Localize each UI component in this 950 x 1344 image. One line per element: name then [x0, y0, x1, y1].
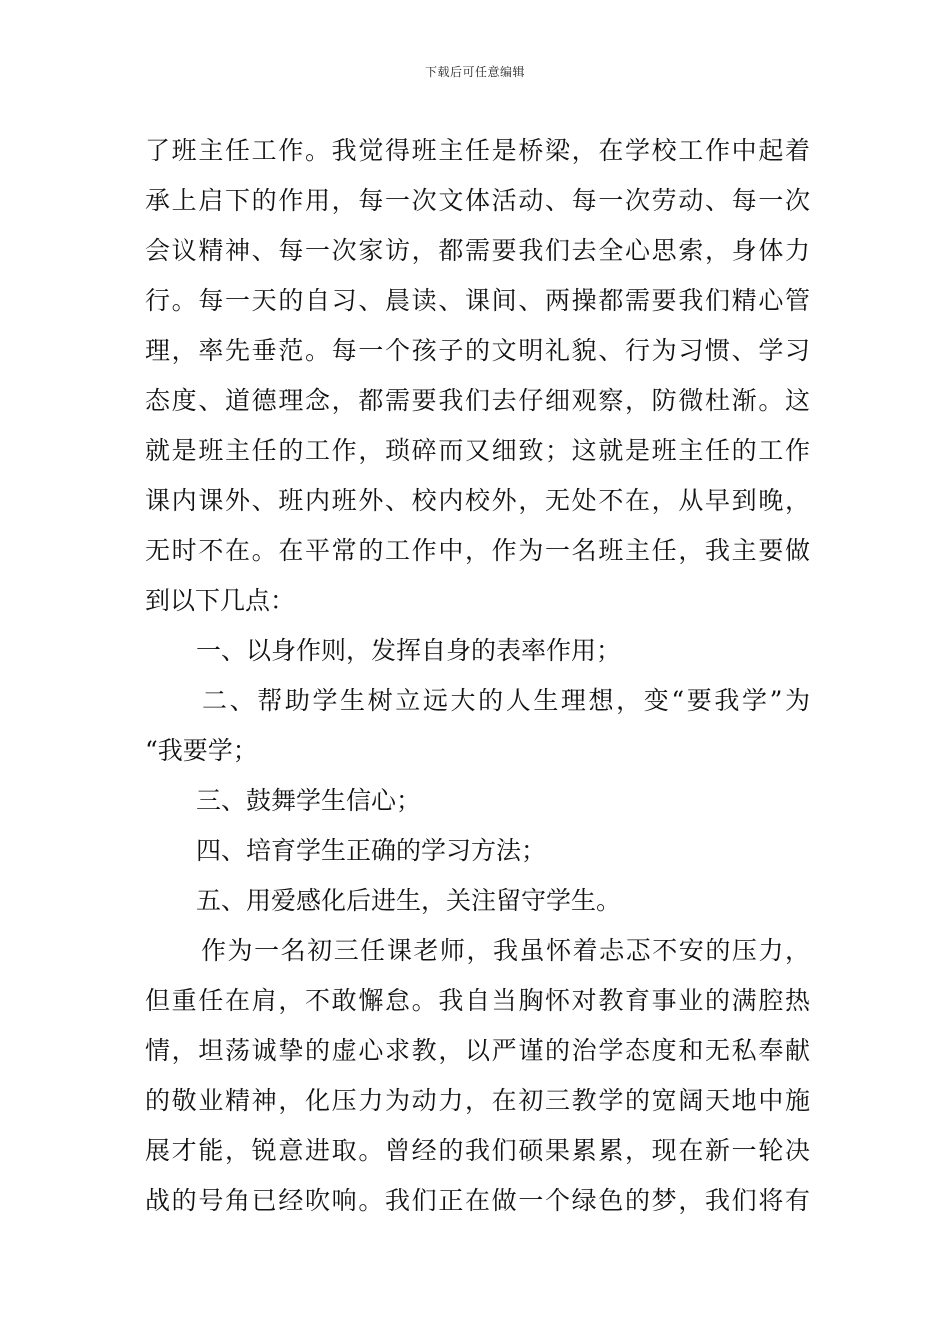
text-line: 承上启下的作用，每一次文体活动、每一次劳动、每一次 [145, 186, 810, 215]
text-line: 情，坦荡诚挚的虚心求教，以严谨的治学态度和无私奉献 [145, 1036, 810, 1065]
paragraph-first-line: 作为一名初三任课老师，我虽怀着忐忑不安的压力， [201, 936, 810, 965]
text-line: 会议精神、每一次家访，都需要我们去全心思索，身体力 [145, 236, 810, 265]
text-line: 到以下几点： [145, 586, 296, 615]
text-line: 战的号角已经吹响。我们正在做一个绿色的梦，我们将有 [145, 1186, 810, 1215]
text-line: 了班主任工作。我觉得班主任是桥梁，在学校工作中起着 [145, 136, 810, 165]
text-line: 展才能，锐意进取。曾经的我们硕果累累，现在新一轮决 [145, 1136, 810, 1165]
list-item: 二、帮助学生树立远大的人生理想，变“要我学”为 [202, 686, 810, 715]
page-header: 下载后可任意编辑 [424, 65, 525, 79]
list-item: 四、培育学生正确的学习方法； [196, 836, 547, 865]
document-body [145, 126, 810, 1226]
text-line: 态度、道德理念，都需要我们去仔细观察，防微杜渐。这 [145, 386, 810, 415]
text-line: 理，率先垂范。每一个孩子的文明礼貌、行为习惯、学习 [145, 336, 810, 365]
text-line: 无时不在。在平常的工作中，作为一名班主任，我主要做 [145, 536, 810, 565]
list-item: 三、鼓舞学生信心； [196, 786, 422, 815]
text-line: 就是班主任的工作，琐碎而又细致；这就是班主任的工作 [145, 436, 810, 465]
list-item: 五、用爱感化后进生，关注留守学生。 [196, 886, 622, 915]
text-line: 课内课外、班内班外、校内校外，无处不在，从早到晚， [145, 486, 810, 515]
text-line: 但重任在肩，不敢懈怠。我自当胸怀对教育事业的满腔热 [145, 986, 810, 1015]
text-line: 的敬业精神，化压力为动力，在初三教学的宽阔天地中施 [145, 1086, 810, 1115]
text-line: 行。每一天的自习、晨读、课间、两操都需要我们精心管 [145, 286, 810, 315]
list-item-continuation: “我要学； [145, 736, 258, 765]
list-item: 一、以身作则，发挥自身的表率作用； [196, 636, 622, 665]
